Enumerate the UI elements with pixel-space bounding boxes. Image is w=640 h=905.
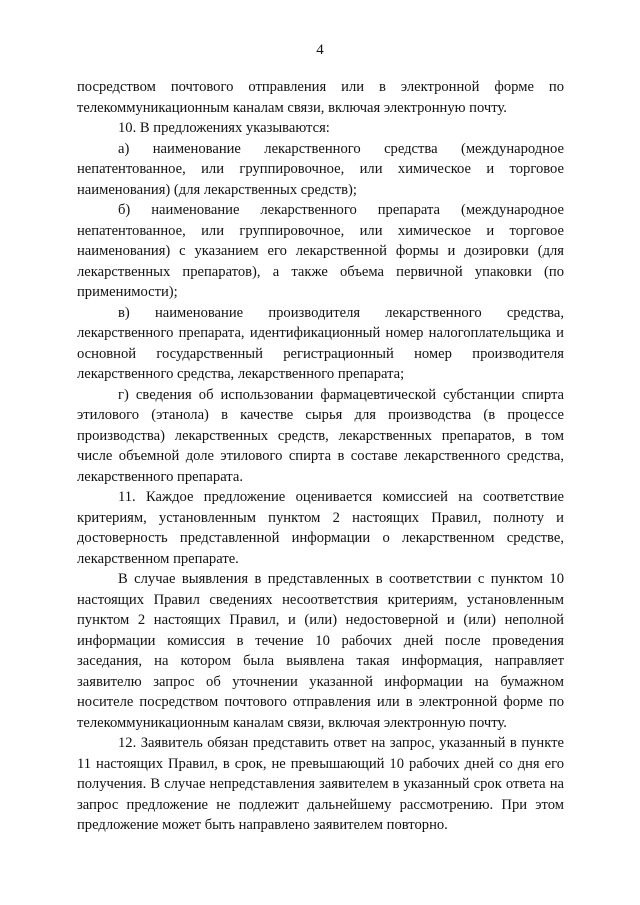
- paragraph-subitem-g: г) сведения об использовании фармацевтической субстанции спирта этилового (этанола) в качестве сырья для производства (в процессе производства) лекарственных средств, лекарственных препаратов, в том числе объемной доле этилового спирта в составе лекарственного средства, лекарственного препарата.: [77, 386, 564, 485]
- page-number: 4: [316, 42, 324, 58]
- paragraph-item-10: 10. В предложениях указываются:: [118, 120, 330, 136]
- paragraph-item-11-detail: В случае выявления в представленных в соответствии с пунктом 10 настоящих Правил сведениях несоответствия критериям, установленным пунктом 2 настоящих Правил, и (или) недостоверной и (или) неполной информации комиссия в течение 10 рабочих дней после проведения заседания, на котором была выявлена такая информация, направляет заявителю запрос об уточнении указанной информации на бумажном носителе посредством почтового отправления или в электронной форме по телекоммуникационным каналам связи, включая электронную почту.: [77, 571, 564, 731]
- paragraph-item-12: 12. Заявитель обязан представить ответ на запрос, указанный в пункте 11 настоящих Правил, в срок, не превышающий 10 рабочих дней со дня его получения. В случае непредставления заявителем в указанный срок ответа на запрос предложение не подлежит дальнейшему рассмотрению. При этом предложение может быть направлено заявителем повторно.: [77, 735, 564, 833]
- paragraph-subitem-v: в) наименование производителя лекарственного средства, лекарственного препарата, идентификационный номер налогоплательщика и основной государственный регистрационный номер производителя лекарственного средства, лекарственного препарата;: [77, 304, 564, 382]
- paragraph-subitem-b: б) наименование лекарственного препарата (международное непатентованное, или группировочное, или химическое и торговое наименования) с указанием его лекарственной формы и дозировки (для лекарственных препаратов), а также объема первичной упаковки (по применимости);: [77, 202, 564, 300]
- paragraph-subitem-a: а) наименование лекарственного средства (международное непатентованное, или группировочное, или химическое и торговое наименования) (для лекарственных средств);: [77, 140, 564, 198]
- paragraph-item-11: 11. Каждое предложение оценивается комиссией на соответствие критериям, установленным пунктом 2 настоящих Правил, полноту и достоверность представленной информации о лекарственном средстве, лекарственном препарате.: [77, 489, 564, 567]
- paragraph-continuation: посредством почтового отправления или в электронной форме по телекоммуникационным каналам связи, включая электронную почту.: [77, 79, 564, 116]
- document-body: [77, 77, 564, 836]
